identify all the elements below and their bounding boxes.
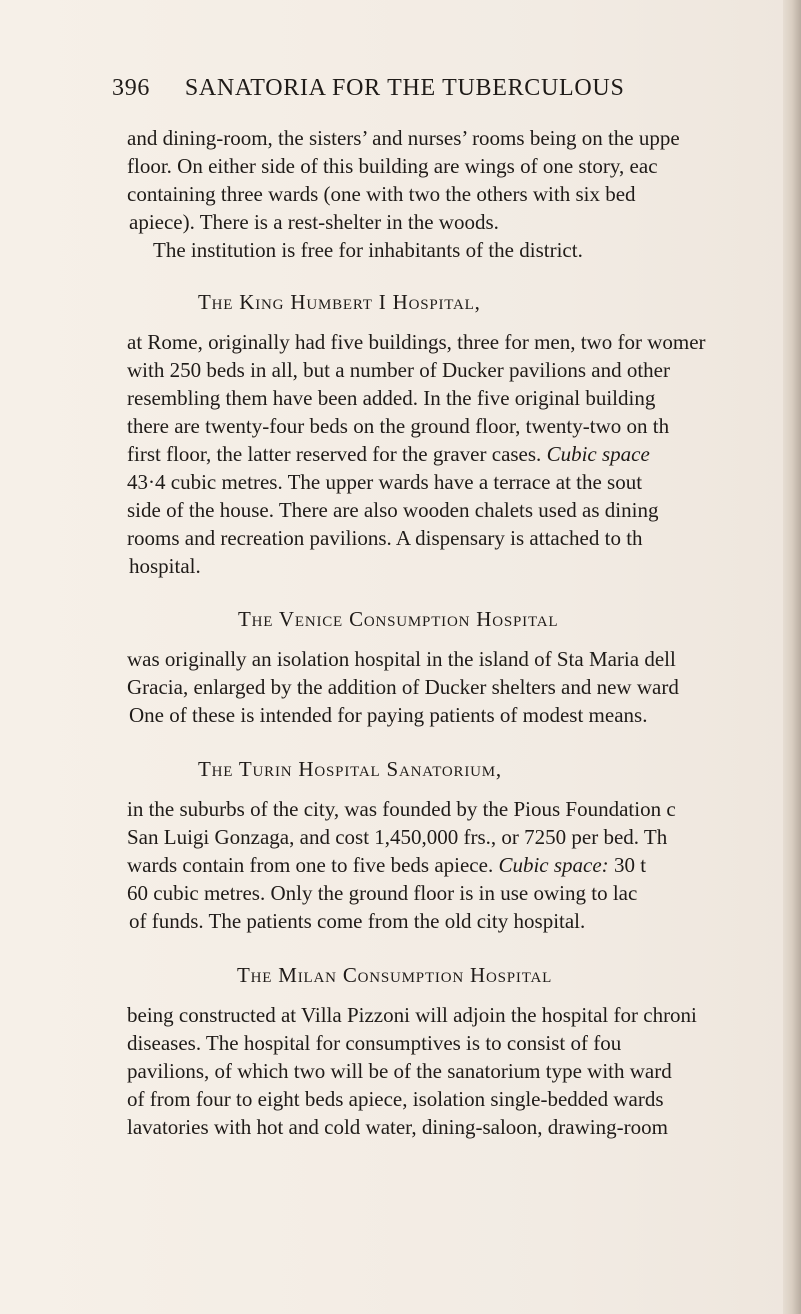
text-line: there are twenty-four beds on the ground floor, twenty-two on th bbox=[127, 414, 670, 438]
text-line: at Rome, originally had five buildings, three for men, two for womer bbox=[127, 330, 706, 354]
section-heading: The Milan Consumption Hospital bbox=[237, 963, 553, 987]
text-segment: first floor, the latter reserved for the graver cases. bbox=[127, 442, 542, 466]
text-line: One of these is intended for paying patients of modest means. bbox=[129, 703, 648, 727]
text-line: with 250 beds in all, but a number of Ducker pavilions and other bbox=[127, 358, 670, 382]
text-line: of funds. The patients come from the old city hospital. bbox=[129, 909, 586, 933]
text-line: of from four to eight beds apiece, isolation single-bedded wards bbox=[127, 1087, 664, 1111]
text-line: San Luigi Gonzaga, and cost 1,450,000 frs., or 7250 per bed. Th bbox=[127, 825, 668, 849]
text-line: pavilions, of which two will be of the sanatorium type with ward bbox=[127, 1059, 672, 1083]
text-line: containing three wards (one with two the others with six bed bbox=[127, 182, 636, 206]
text-line: The institution is free for inhabitants of the district. bbox=[153, 238, 583, 262]
text-line bbox=[127, 441, 801, 468]
text-line: side of the house. There are also wooden chalets used as dining bbox=[127, 498, 659, 522]
text-line: diseases. The hospital for consumptives is to consist of fou bbox=[127, 1031, 622, 1055]
text-line: being constructed at Villa Pizzoni will adjoin the hospital for chroni bbox=[127, 1003, 697, 1027]
page-number: 396 bbox=[112, 75, 151, 101]
text-line: hospital. bbox=[129, 554, 201, 578]
italic-text: Cubic space bbox=[546, 442, 650, 466]
section-heading: The Turin Hospital Sanatorium, bbox=[198, 757, 502, 781]
text-line: 60 cubic metres. Only the ground floor is in use owing to lac bbox=[127, 881, 638, 905]
text-segment: 30 t bbox=[613, 853, 647, 877]
text-line: apiece). There is a rest-shelter in the woods. bbox=[129, 210, 499, 234]
text-segment: wards contain from one to five beds apiece. bbox=[127, 853, 494, 877]
text-line: was originally an isolation hospital in the island of Sta Maria dell bbox=[127, 647, 676, 671]
running-title: SANATORIA FOR THE TUBERCULOUS bbox=[184, 75, 625, 101]
italic-text: Cubic space: bbox=[498, 853, 609, 877]
running-header bbox=[112, 75, 732, 109]
text-line bbox=[127, 852, 801, 879]
text-line: floor. On either side of this building are wings of one story, eac bbox=[127, 154, 658, 178]
section-heading: The King Humbert I Hospital, bbox=[198, 290, 481, 314]
text-line: in the suburbs of the city, was founded by the Pious Foundation c bbox=[127, 797, 676, 821]
text-line: lavatories with hot and cold water, dining-saloon, drawing-room bbox=[127, 1115, 668, 1139]
section-heading: The Venice Consumption Hospital bbox=[238, 607, 559, 631]
text-line: rooms and recreation pavilions. A dispensary is attached to th bbox=[127, 526, 643, 550]
text-line: and dining-room, the sisters’ and nurses’ rooms being on the uppe bbox=[127, 126, 680, 150]
text-line: Gracia, enlarged by the addition of Ducker shelters and new ward bbox=[127, 675, 679, 699]
text-line: resembling them have been added. In the five original building bbox=[127, 386, 656, 410]
text-line: 43·4 cubic metres. The upper wards have a terrace at the sout bbox=[127, 470, 643, 494]
